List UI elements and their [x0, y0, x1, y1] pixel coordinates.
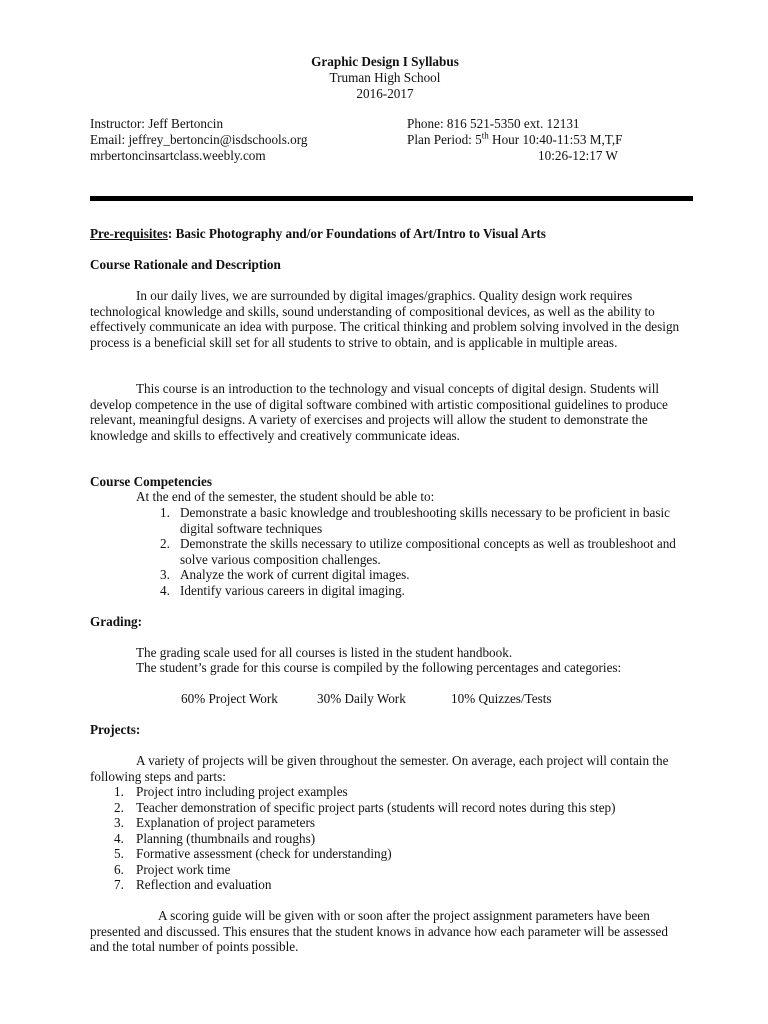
list-text: Planning (thumbnails and roughs): [136, 830, 316, 846]
list-item: [90, 800, 680, 816]
document-title: Graphic Design I Syllabus: [311, 54, 459, 69]
list-item: [90, 784, 680, 800]
school-name: Truman High School: [329, 70, 441, 85]
list-text: Reflection and evaluation: [136, 877, 272, 892]
plan-period-line: [407, 132, 622, 148]
list-item: [90, 583, 680, 599]
projects-closing-paragraph: A scoring guide will be given with or soon after the project assignment parameters have been presented and discussed. This ensures that the student knows in advance how each parameter will be assessed and the total number of points possible.: [90, 908, 669, 954]
list-item: [90, 862, 680, 878]
list-item: [90, 567, 680, 583]
prerequisites-line: [90, 226, 546, 242]
header-divider: [90, 196, 693, 201]
list-item: [90, 846, 680, 862]
grading-line-2: The student’s grade for this course is compiled by the following percentages and categories:: [136, 660, 622, 675]
grading-heading: Grading:: [90, 614, 143, 629]
projects-heading: Projects:: [90, 722, 141, 737]
list-text: Teacher demonstration of specific project parts (students will record notes during this step): [136, 799, 616, 815]
projects-intro: A variety of projects will be given throughout the semester. On average, each project will contain the following steps and parts:: [90, 753, 669, 784]
list-number: 6.: [114, 861, 124, 877]
list-text: Demonstrate the skills necessary to utilize compositional concepts as well as troubleshoot and solve various composition challenges.: [180, 536, 676, 567]
prerequisites-text: : Basic Photography and/or Foundations of Art/Intro to Visual Arts: [167, 226, 546, 241]
phone-line: Phone: 816 521-5350 ext. 12131: [407, 116, 580, 131]
rationale-paragraph-1: In our daily lives, we are surrounded by digital images/graphics. Quality design work requires technological knowledge and skills, sound understanding of compositional devices, as well as the ability to effectively communicate an idea with purpose. The critical thinking and problem solving involved in the design process is a beneficial skill set for all students to strive to obtain, and is applicable in multiple areas.: [90, 288, 680, 350]
grading-line-1: The grading scale used for all courses is listed in the student handbook.: [136, 645, 513, 660]
plan-period-wednesday: 10:26-12:17 W: [538, 148, 618, 163]
projects-list: [90, 784, 680, 893]
syllabus-page: [90, 0, 690, 1024]
list-item: [90, 536, 680, 567]
list-text: Project work time: [136, 861, 231, 877]
grade-project-work: 60% Project Work: [181, 691, 278, 706]
list-number: 2.: [160, 536, 170, 551]
competencies-intro: At the end of the semester, the student should be able to:: [136, 489, 435, 504]
list-text: Identify various careers in digital imaging.: [180, 582, 405, 598]
competencies-heading: Course Competencies: [90, 474, 212, 489]
list-number: 4.: [114, 830, 124, 846]
plan-period-suffix: Hour 10:40-11:53 M,T,F: [488, 132, 623, 147]
instructor-line: Instructor: Jeff Bertoncin: [90, 116, 224, 131]
prerequisites-label: Pre-requisites: [90, 226, 168, 241]
list-number: 3.: [114, 815, 124, 830]
list-number: 5.: [114, 846, 124, 861]
list-number: 7.: [114, 877, 124, 892]
rationale-heading: Course Rationale and Description: [90, 257, 281, 272]
list-item: [90, 505, 680, 536]
list-number: 4.: [160, 582, 170, 598]
list-item: [90, 877, 680, 893]
list-number: 1.: [160, 505, 170, 520]
list-text: Explanation of project parameters: [136, 815, 316, 830]
list-number: 2.: [114, 799, 124, 815]
list-text: Formative assessment (check for understanding): [136, 846, 392, 861]
list-text: Demonstrate a basic knowledge and troubleshooting skills necessary to be proficient in basic digital software techniques: [180, 505, 671, 536]
email-line: Email: jeffrey_bertoncin@isdschools.org: [90, 132, 308, 147]
website-line: mrbertoncinsartclass.weebly.com: [90, 148, 266, 163]
list-item: [90, 815, 680, 831]
school-year: 2016-2017: [356, 86, 414, 101]
list-number: 3.: [160, 567, 170, 582]
competencies-list: [90, 505, 680, 598]
list-text: Analyze the work of current digital images.: [180, 567, 410, 582]
grade-daily-work: 30% Daily Work: [317, 691, 406, 706]
grade-quizzes-tests: 10% Quizzes/Tests: [451, 691, 552, 706]
list-text: Project intro including project examples: [136, 784, 348, 799]
plan-period-prefix: Plan Period: 5: [407, 132, 482, 147]
list-item: [90, 831, 680, 847]
rationale-paragraph-2: This course is an introduction to the technology and visual concepts of digital design. Students will develop competence in the use of digital software combined with artistic compositional guidelines to produce relevant, meaningful designs. A variety of exercises and projects will allow the student to demonstrate the knowledge and skills to effectively and creatively communicate ideas.: [90, 381, 668, 443]
plan-period-sup: th: [481, 130, 489, 141]
list-number: 1.: [114, 784, 124, 799]
